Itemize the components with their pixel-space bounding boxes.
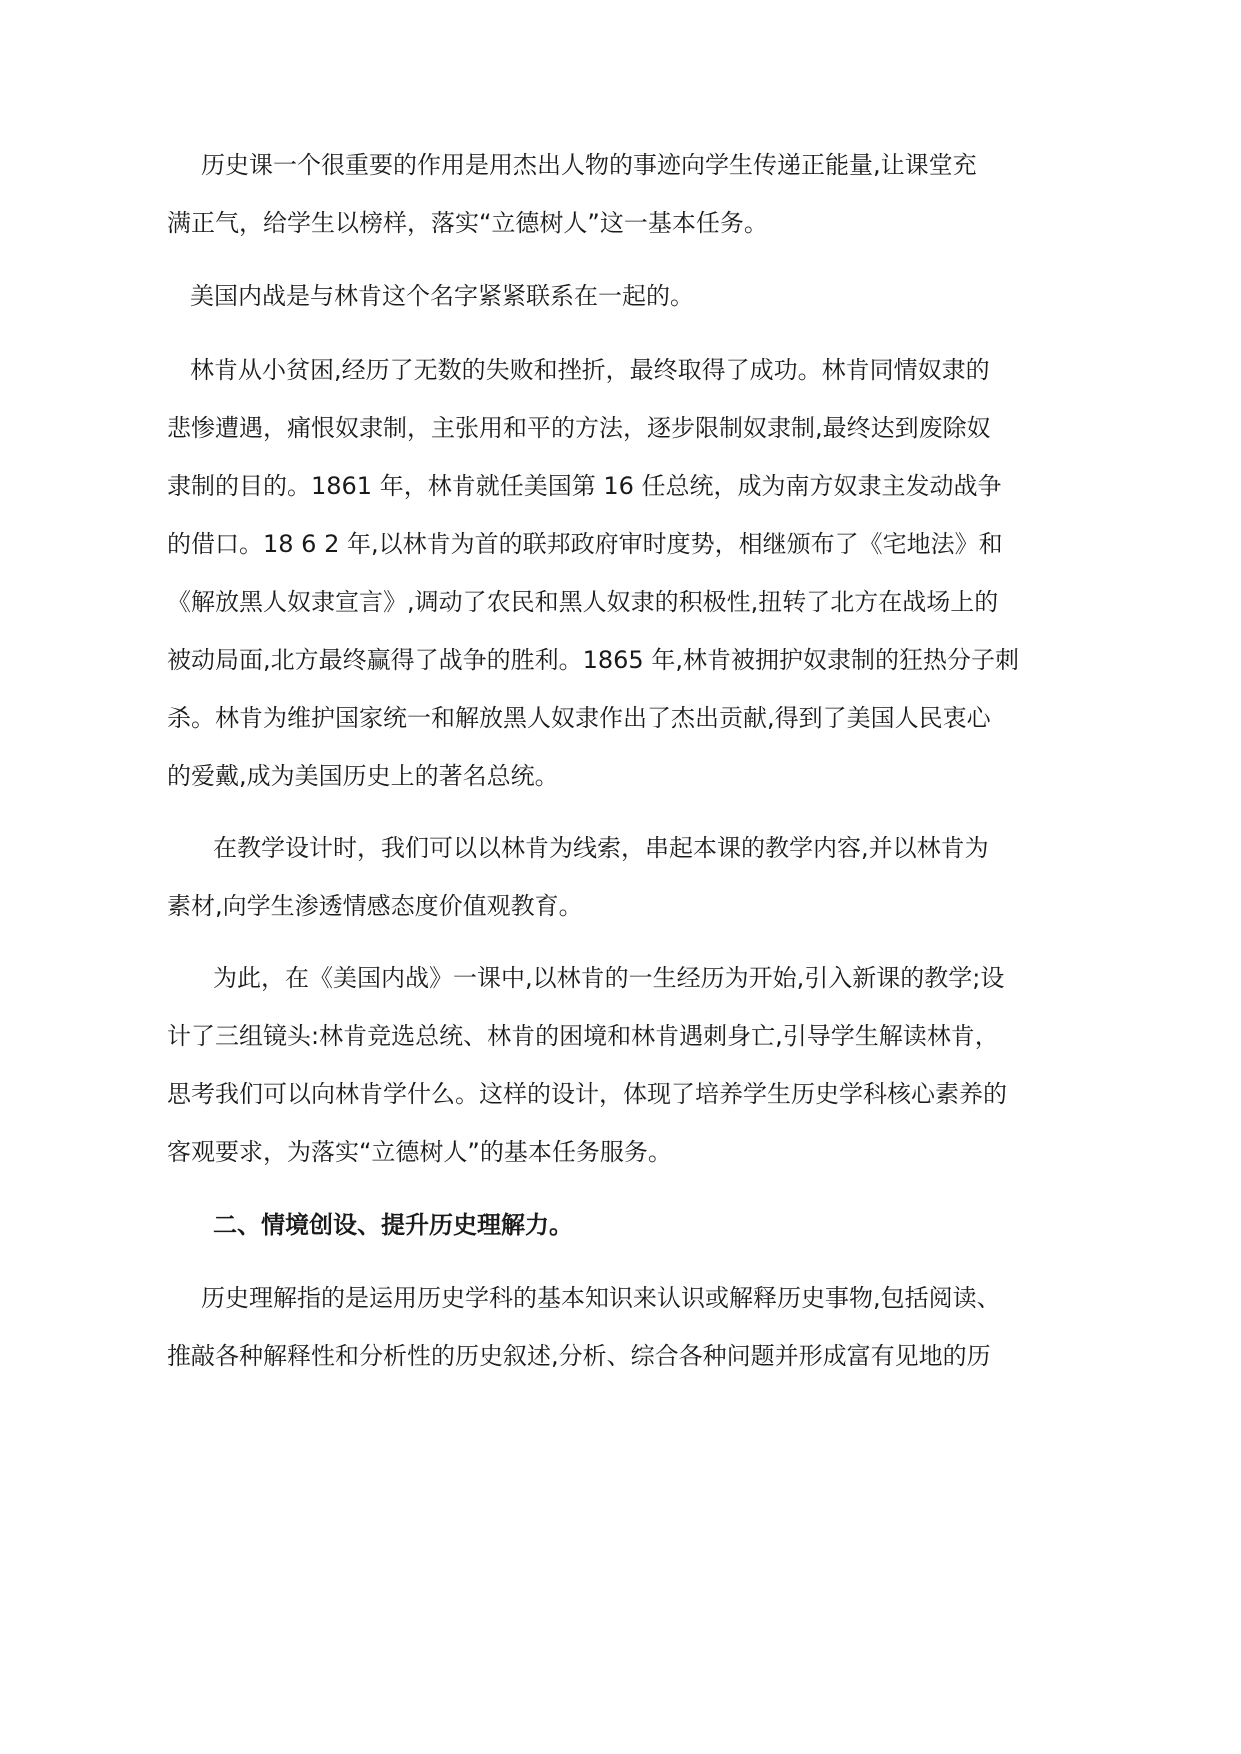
paragraph-3-line-5: 《解放黑人奴隶宣言》,调动了农民和黑人奴隶的积极性,扭转了北方在战场上的 bbox=[167, 588, 999, 616]
paragraph-3-line-3: 隶制的目的。1861 年，林肯就任美国第 16 任总统，成为南方奴隶主发动战争 bbox=[167, 472, 1002, 500]
paragraph-3-line-4: 的借口。18 6 2 年,以林肯为首的联邦政府审时度势，相继颁布了《宅地法》和 bbox=[167, 530, 1003, 558]
paragraph-4-line-1: 在教学设计时，我们可以以林肯为线索，串起本课的教学内容,并以林肯为 bbox=[213, 834, 989, 862]
paragraph-6-line-1: 历史理解指的是运用历史学科的基本知识来认识或解释历史事物,包括阅读、 bbox=[201, 1284, 1001, 1312]
paragraph-1-line-1: 历史课一个很重要的作用是用杰出人物的事迹向学生传递正能量,让课堂充 bbox=[201, 151, 977, 179]
paragraph-6-line-2: 推敲各种解释性和分析性的历史叙述,分析、综合各种问题并形成富有见地的历 bbox=[167, 1342, 991, 1370]
paragraph-3-line-2: 悲惨遭遇，痛恨奴隶制，主张用和平的方法，逐步限制奴隶制,最终达到废除奴 bbox=[167, 414, 991, 442]
paragraph-5-line-4: 客观要求，为落实“立德树人”的基本任务服务。 bbox=[167, 1138, 672, 1166]
paragraph-3-line-7: 杀。林肯为维护国家统一和解放黑人奴隶作出了杰出贡献,得到了美国人民衷心 bbox=[167, 704, 991, 732]
paragraph-5-line-1: 为此，在《美国内战》一课中,以林肯的一生经历为开始,引入新课的教学;设 bbox=[213, 964, 1005, 992]
paragraph-5-line-2: 计了三组镜头:林肯竞选总统、林肯的困境和林肯遇刺身亡,引导学生解读林肯， bbox=[167, 1022, 999, 1050]
paragraph-3-line-6: 被动局面,北方最终赢得了战争的胜利。1865 年,林肯被拥护奴隶制的狂热分子刺 bbox=[167, 646, 1019, 674]
paragraph-5-line-3: 思考我们可以向林肯学什么。这样的设计，体现了培养学生历史学科核心素养的 bbox=[167, 1080, 1007, 1108]
paragraph-1-line-2: 满正气，给学生以榜样，落实“立德树人”这一基本任务。 bbox=[167, 209, 768, 237]
paragraph-3-line-8: 的爱戴,成为美国历史上的著名总统。 bbox=[167, 762, 559, 790]
paragraph-2-line-1: 美国内战是与林肯这个名字紧紧联系在一起的。 bbox=[190, 282, 694, 310]
section-heading: 二、情境创设、提升历史理解力。 bbox=[213, 1211, 573, 1239]
paragraph-3-line-1: 林肯从小贫困,经历了无数的失败和挫折，最终取得了成功。林肯同情奴隶的 bbox=[190, 356, 990, 384]
paragraph-4-line-2: 素材,向学生渗透情感态度价值观教育。 bbox=[167, 892, 583, 920]
